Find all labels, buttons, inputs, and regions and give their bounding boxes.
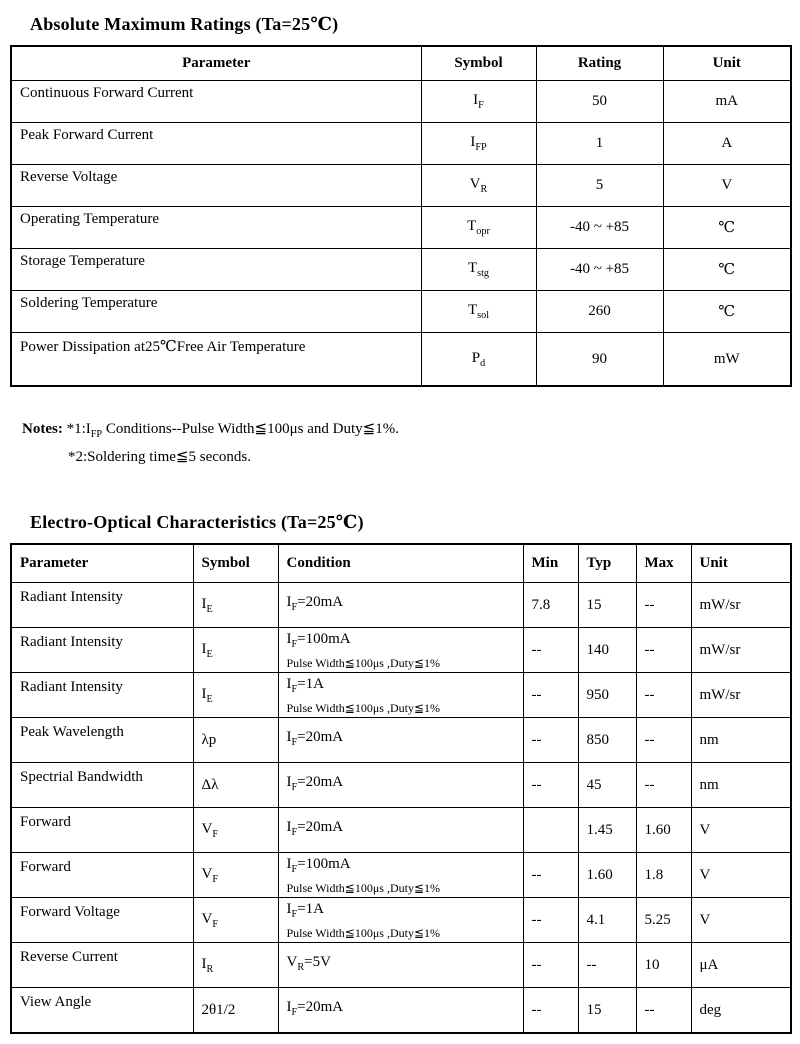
- symbol-cell: $P_d$: [421, 333, 536, 387]
- unit-cell: V: [663, 165, 791, 207]
- unit-cell: V: [691, 898, 791, 943]
- column-header-unit: Unit: [663, 46, 791, 81]
- typ-cell: 1.45: [578, 808, 636, 853]
- min-cell: --: [523, 853, 578, 898]
- rating-cell: 1: [536, 123, 663, 165]
- parameter-cell: Soldering Temperature: [11, 291, 421, 333]
- unit-cell: mA: [663, 81, 791, 123]
- unit-cell: nm: [691, 718, 791, 763]
- condition-text: $I_F=20mA$: [286, 819, 344, 838]
- rating-cell: 90: [536, 333, 663, 387]
- symbol-cell: Δλ: [193, 763, 278, 808]
- condition-cell: [278, 943, 523, 988]
- typ-cell: 140: [578, 628, 636, 673]
- condition-cell: [278, 718, 523, 763]
- max-cell: --: [636, 718, 691, 763]
- notes-label: Notes:: [22, 421, 63, 437]
- unit-cell: deg: [691, 988, 791, 1034]
- notes-section: [22, 419, 790, 466]
- condition-cell: [278, 808, 523, 853]
- symbol-cell: $T_{opr}$: [421, 207, 536, 249]
- symbol-cell: 2θ1/2: [193, 988, 278, 1034]
- condition-cell: [278, 898, 523, 943]
- unit-cell: nm: [691, 763, 791, 808]
- column-header-symbol: Symbol: [421, 46, 536, 81]
- symbol-cell: $V_F$: [193, 853, 278, 898]
- parameter-cell: Forward Voltage: [11, 898, 193, 943]
- abs-max-table-body: [11, 81, 791, 387]
- parameter-cell: Reverse Current: [11, 943, 193, 988]
- symbol-cell: $V_F$: [193, 808, 278, 853]
- parameter-cell: Forward: [11, 853, 193, 898]
- symbol-cell: $I_E$: [193, 583, 278, 628]
- symbol-cell: $I_F$: [421, 81, 536, 123]
- condition-cell: [278, 628, 523, 673]
- typ-cell: 1.60: [578, 853, 636, 898]
- parameter-cell: Operating Temperature: [11, 207, 421, 249]
- eo-header-row: [11, 544, 791, 583]
- eo-table-row: [11, 943, 791, 988]
- unit-cell: V: [691, 853, 791, 898]
- min-cell: --: [523, 628, 578, 673]
- rating-cell: 5: [536, 165, 663, 207]
- min-cell: --: [523, 898, 578, 943]
- abs-max-table-row: [11, 81, 791, 123]
- column-header-symbol: Symbol: [193, 544, 278, 583]
- condition-cell: [278, 988, 523, 1034]
- symbol-cell: $V_F$: [193, 898, 278, 943]
- condition-cell: [278, 853, 523, 898]
- symbol-cell: $I_E$: [193, 673, 278, 718]
- note-line-1: $*1:I_{FP}$ Conditions--Pulse Width≦100μs and Duty≦1%.: [66, 421, 399, 440]
- parameter-cell: Forward: [11, 808, 193, 853]
- condition-cell: [278, 583, 523, 628]
- eo-table-body: [11, 583, 791, 1034]
- condition-text: $I_F=100mA$: [286, 856, 351, 875]
- column-header-typ: Typ: [578, 544, 636, 583]
- condition-text: $I_F=20mA$: [286, 729, 344, 748]
- column-header-parameter: Parameter: [11, 46, 421, 81]
- unit-cell: mW/sr: [691, 673, 791, 718]
- parameter-cell: Power Dissipation at25℃Free Air Temperature: [11, 333, 421, 387]
- condition-cell: [278, 673, 523, 718]
- typ-cell: 4.1: [578, 898, 636, 943]
- parameter-cell: Radiant Intensity: [11, 583, 193, 628]
- condition-subtext: Pulse Width≦100μs ,Duty≦1%: [286, 656, 441, 670]
- parameter-cell: Continuous Forward Current: [11, 81, 421, 123]
- parameter-cell: Radiant Intensity: [11, 673, 193, 718]
- condition-cell: [278, 763, 523, 808]
- eo-table-row: [11, 988, 791, 1034]
- electro-optical-characteristics-table: [10, 543, 792, 1034]
- typ-cell: 850: [578, 718, 636, 763]
- rating-cell: 260: [536, 291, 663, 333]
- parameter-cell: Spectrial Bandwidth: [11, 763, 193, 808]
- eo-table-row: [11, 583, 791, 628]
- max-cell: --: [636, 988, 691, 1034]
- parameter-cell: Reverse Voltage: [11, 165, 421, 207]
- column-header-parameter: Parameter: [11, 544, 193, 583]
- column-header-max: Max: [636, 544, 691, 583]
- max-cell: --: [636, 673, 691, 718]
- symbol-cell: $I_R$: [193, 943, 278, 988]
- condition-text: $I_F=20mA$: [286, 999, 344, 1018]
- min-cell: 7.8: [523, 583, 578, 628]
- max-cell: 5.25: [636, 898, 691, 943]
- eo-table-row: [11, 808, 791, 853]
- condition-text: $I_F=100mA$: [286, 631, 351, 650]
- symbol-cell: $T_{stg}$: [421, 249, 536, 291]
- abs-max-table-row: [11, 207, 791, 249]
- symbol-cell: $I_{FP}$: [421, 123, 536, 165]
- min-cell: --: [523, 763, 578, 808]
- typ-cell: 15: [578, 988, 636, 1034]
- rating-cell: 50: [536, 81, 663, 123]
- symbol-cell: λp: [193, 718, 278, 763]
- symbol-cell: $T_{sol}$: [421, 291, 536, 333]
- unit-cell: V: [691, 808, 791, 853]
- typ-cell: 45: [578, 763, 636, 808]
- column-header-rating: Rating: [536, 46, 663, 81]
- abs-max-table-row: [11, 291, 791, 333]
- min-cell: --: [523, 673, 578, 718]
- abs-max-table-row: [11, 165, 791, 207]
- column-header-unit: Unit: [691, 544, 791, 583]
- unit-cell: mW: [663, 333, 791, 387]
- max-cell: --: [636, 583, 691, 628]
- abs-max-table-row: [11, 123, 791, 165]
- min-cell: --: [523, 988, 578, 1034]
- unit-cell: ℃: [663, 249, 791, 291]
- min-cell: --: [523, 943, 578, 988]
- unit-cell: mW/sr: [691, 628, 791, 673]
- condition-text: $I_F=20mA$: [286, 774, 344, 793]
- parameter-cell: Radiant Intensity: [11, 628, 193, 673]
- typ-cell: 950: [578, 673, 636, 718]
- max-cell: --: [636, 763, 691, 808]
- typ-cell: --: [578, 943, 636, 988]
- rating-cell: -40 ~ +85: [536, 207, 663, 249]
- condition-text: $V_R=5V$: [286, 954, 331, 973]
- parameter-cell: Storage Temperature: [11, 249, 421, 291]
- min-cell: [523, 808, 578, 853]
- column-header-condition: Condition: [278, 544, 523, 583]
- unit-cell: A: [663, 123, 791, 165]
- rating-cell: -40 ~ +85: [536, 249, 663, 291]
- condition-text: $I_F=1A$: [286, 676, 324, 695]
- column-header-min: Min: [523, 544, 578, 583]
- unit-cell: μA: [691, 943, 791, 988]
- symbol-cell: $V_R$: [421, 165, 536, 207]
- eo-table-row: [11, 853, 791, 898]
- absolute-maximum-ratings-table: [10, 45, 792, 387]
- parameter-cell: Peak Forward Current: [11, 123, 421, 165]
- unit-cell: ℃: [663, 291, 791, 333]
- condition-subtext: Pulse Width≦100μs ,Duty≦1%: [286, 881, 441, 895]
- unit-cell: ℃: [663, 207, 791, 249]
- max-cell: 1.60: [636, 808, 691, 853]
- abs-max-header-row: [11, 46, 791, 81]
- note-line-2: *2:Soldering time≦5 seconds.: [68, 449, 251, 465]
- unit-cell: mW/sr: [691, 583, 791, 628]
- eo-table-row: [11, 628, 791, 673]
- section-title-electro-optical-characteristics: Electro-Optical Characteristics (Ta=25℃): [30, 512, 364, 532]
- max-cell: --: [636, 628, 691, 673]
- eo-table-row: [11, 898, 791, 943]
- min-cell: --: [523, 718, 578, 763]
- max-cell: 10: [636, 943, 691, 988]
- condition-subtext: Pulse Width≦100μs ,Duty≦1%: [286, 701, 441, 715]
- parameter-cell: View Angle: [11, 988, 193, 1034]
- condition-text: $I_F=1A$: [286, 901, 324, 920]
- max-cell: 1.8: [636, 853, 691, 898]
- eo-table-row: [11, 673, 791, 718]
- condition-text: $I_F=20mA$: [286, 594, 344, 613]
- condition-subtext: Pulse Width≦100μs ,Duty≦1%: [286, 926, 441, 940]
- eo-table-row: [11, 763, 791, 808]
- symbol-cell: $I_E$: [193, 628, 278, 673]
- section-title-absolute-maximum-ratings: Absolute Maximum Ratings (Ta=25℃): [30, 14, 339, 34]
- parameter-cell: Peak Wavelength: [11, 718, 193, 763]
- eo-table-row: [11, 718, 791, 763]
- abs-max-table-row: [11, 333, 791, 387]
- typ-cell: 15: [578, 583, 636, 628]
- abs-max-table-row: [11, 249, 791, 291]
